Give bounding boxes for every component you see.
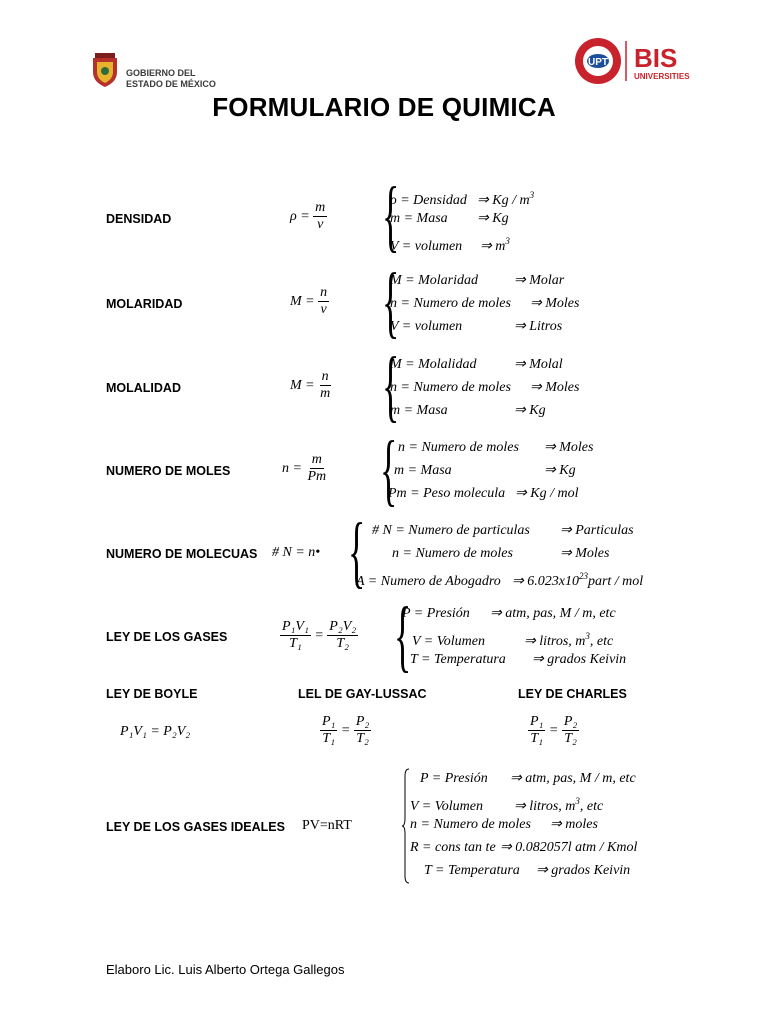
molaridad-formula: M = $\frac{n}{v}$ [290, 285, 328, 318]
ideales-label: LEY DE LOS GASES IDEALES [106, 820, 285, 834]
ideales-definitions: P = Presión ⇒ atm, pas, M / m, etc V = Volumen ⇒ litros, $m^3$, etc n = Numero de moles ⇒ moles R = cons tan te ⇒ 0.082057l atm / Kmol T = Temperatura ⇒ grados Keivin [410, 771, 638, 878]
densidad-definitions: ρ = Densidad ⇒ Kg / $m^3$ m = Masa ⇒ Kg V = volumen ⇒ $m^3$ [390, 190, 535, 254]
molalidad-brace: { [382, 342, 400, 430]
gov-line2: ESTADO DE MÉXICO [126, 79, 216, 89]
moles-brace: { [380, 426, 398, 514]
gobierno-emblem-icon [89, 52, 121, 88]
footer-author: Elaboro Lic. Luis Alberto Ortega Gallegos [106, 962, 345, 977]
moleculas-brace: { [348, 508, 366, 596]
densidad-brace: { [382, 172, 400, 260]
gases-definitions: P = Presión ⇒ atm, pas, M / m, etc V = Volumen ⇒ litros, $m^3$, etc T = Temperatura ⇒ grados Keivin [402, 606, 627, 667]
ideales-formula: PV=nRT [302, 818, 352, 833]
page-title: FORMULARIO DE QUIMICA [212, 92, 556, 122]
gaylussac-label: LEL DE GAY-LUSSAC [298, 687, 427, 701]
gaylussac-formula: $\frac{\text{P₁}}{\text{T₁}}$ = $\frac{\text{P₂}}{\text{T₂}}$ [322, 714, 370, 747]
boyle-formula: P₁V₁ = P₂V₂ [120, 724, 191, 739]
molalidad-label: MOLALIDAD [106, 381, 181, 395]
gases-label: LEY DE LOS GASES [106, 630, 228, 644]
gobierno-logo-text [126, 68, 216, 90]
gases-brace: { [394, 592, 412, 680]
moleculas-label: NUMERO DE MOLECUAS [106, 547, 258, 561]
molalidad-definitions: M = Molalidad ⇒ Molal n = Numero de moles ⇒ Moles m = Masa ⇒ Kg [390, 357, 580, 418]
molaridad-brace: { [382, 258, 400, 346]
charles-label: LEY DE CHARLES [518, 687, 627, 701]
moles-label: NUMERO DE MOLES [106, 464, 231, 478]
moleculas-definitions: # N = Numero de particulas ⇒ Particulas n = Numero de moles ⇒ Moles A = Numero de Abogadro ⇒ $6.023x10^{23}part$ / mol [356, 523, 644, 589]
molalidad-formula: M = $\frac{n}{m}$ [290, 369, 331, 402]
densidad-label: DENSIDAD [106, 212, 172, 226]
bis-universities-logo [574, 37, 700, 85]
upt-text: UPT [588, 57, 608, 68]
gov-line1: GOBIERNO DEL [126, 68, 196, 78]
molaridad-definitions: M = Molaridad ⇒ Molar n = Numero de moles ⇒ Moles V = volumen ⇒ Litros [390, 273, 580, 334]
moles-formula: n = $\frac{m}{Pm}$ [282, 452, 327, 485]
charles-formula: $\frac{\text{P₁}}{\text{T₁}}$ = $\frac{\text{P₂}}{\text{T₂}}$ [530, 714, 578, 747]
molaridad-label: MOLARIDAD [106, 297, 183, 311]
boyle-label: LEY DE BOYLE [106, 687, 198, 701]
ideales-brace [402, 768, 410, 884]
gases-formula: $\frac{\text{P₁V₁}}{\text{T₁}}$ = $\frac{\text{P₂V₂}}{\text{T₂}}$ [282, 619, 357, 652]
moleculas-formula: # N = n• [272, 545, 321, 560]
upt-seal-icon [574, 37, 700, 85]
bis-sub-text: UNIVERSITIES [634, 72, 690, 81]
bis-text: BIS [634, 43, 678, 73]
densidad-formula: ρ = $\frac{m}{v}$ [290, 200, 326, 233]
moles-definitions: n = Numero de moles ⇒ Moles m = Masa ⇒ Kg Pm = Peso molecula ⇒ Kg / mol [388, 440, 594, 501]
